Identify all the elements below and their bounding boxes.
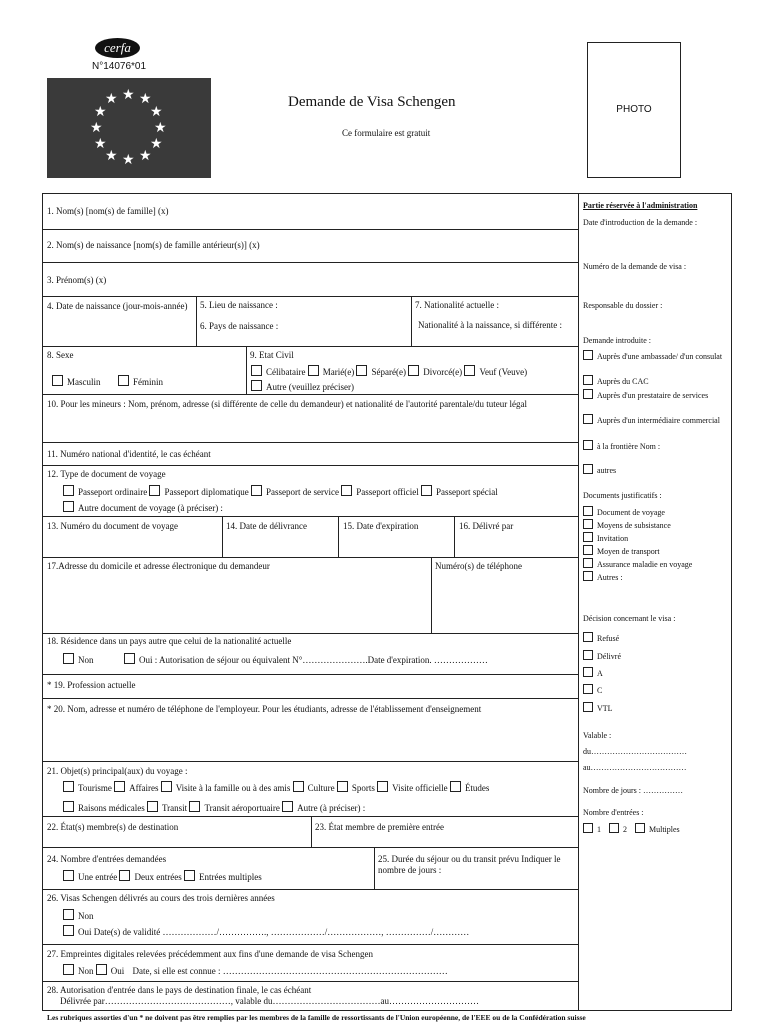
star-icon: ★	[90, 120, 103, 136]
field-12-label: 12. Type de document de voyage	[47, 469, 166, 479]
photo-label: PHOTO	[616, 104, 652, 115]
page-subtitle: Ce formulaire est gratuit	[342, 128, 431, 138]
sidebar-doc-transport[interactable]	[583, 545, 660, 557]
checkbox[interactable]	[583, 684, 593, 694]
field-23-label: 23. État membre de première entrée	[315, 822, 444, 832]
checkbox[interactable]	[63, 485, 74, 496]
option-label: Non	[78, 911, 94, 921]
option-label: Non	[78, 966, 94, 976]
field-19-label: * 19. Profession actuelle	[47, 680, 136, 690]
document-type-other[interactable]	[63, 501, 223, 514]
option-label: Moyens de subsistance	[597, 521, 671, 530]
field-9-label: 9. Etat Civil	[250, 350, 294, 360]
entries-options	[63, 870, 262, 883]
checkbox[interactable]	[583, 440, 593, 450]
option-label: Non	[78, 655, 94, 665]
residence-no-option[interactable]	[63, 653, 94, 666]
sidebar-supporting-docs: Documents justificatifs :	[583, 491, 662, 500]
option-label: 1	[597, 825, 601, 834]
option-label: Visite officielle	[392, 783, 448, 793]
field-17-phone-label: Numéro(s) de téléphone	[435, 561, 522, 571]
sidebar-decision-refused[interactable]	[583, 632, 619, 644]
option-label: 2	[623, 825, 627, 834]
checkbox[interactable]	[251, 365, 262, 376]
star-icon: ★	[94, 104, 107, 120]
field-17-label: 17.Adresse du domicile et adresse électronique du demandeur	[47, 561, 270, 571]
checkbox[interactable]	[583, 506, 593, 516]
option-label: Oui Date(s) de validité ………………/……………., ………………/………………, ……………/…………	[78, 927, 470, 937]
checkbox[interactable]	[337, 781, 348, 792]
checkbox[interactable]	[63, 781, 74, 792]
option-label: Raisons médicales	[78, 803, 145, 813]
checkbox[interactable]	[293, 781, 304, 792]
option-label: Transit	[162, 803, 188, 813]
checkbox[interactable]	[583, 389, 593, 399]
option-label: Autres :	[597, 573, 623, 582]
star-icon: ★	[94, 136, 107, 152]
option-label: Passeport spécial	[436, 487, 498, 497]
checkbox[interactable]	[189, 801, 200, 812]
sidebar-decision-c[interactable]	[583, 684, 602, 696]
field-2-label: 2. Nom(s) de naissance [nom(s) de famille antérieur(s)] (x)	[47, 240, 260, 250]
sidebar-intro-cac[interactable]	[583, 375, 649, 387]
sidebar-request-number: Numéro de la demande de visa :	[583, 262, 687, 271]
sidebar-intro-provider[interactable]	[583, 389, 723, 401]
checkbox[interactable]	[63, 653, 74, 664]
option-label: Deux entrées	[134, 872, 182, 882]
option-label: Document de voyage	[597, 508, 665, 517]
schengen-visa-yes[interactable]	[63, 925, 469, 938]
checkbox[interactable]	[583, 632, 593, 642]
checkbox[interactable]	[583, 650, 593, 660]
option-label: Passeport officiel	[356, 487, 419, 497]
field-18-label: 18. Résidence dans un pays autre que celui de la nationalité actuelle	[47, 636, 292, 646]
option-label: Invitation	[597, 534, 629, 543]
option-label: à la frontière Nom :	[597, 442, 661, 451]
field-28-line: Délivrée par……………………………………, valable du………………………………au…………………………	[60, 996, 479, 1006]
option-label: Affaires	[129, 783, 159, 793]
checkbox[interactable]	[583, 375, 593, 385]
checkbox[interactable]	[377, 781, 388, 792]
field-26-label: 26. Visas Schengen délivrés au cours des trois dernières années	[47, 893, 275, 903]
option-label: VTL	[597, 704, 613, 713]
checkbox[interactable]	[114, 781, 125, 792]
option-label: Oui : Autorisation de séjour ou équivalent N°………………….Date d'expiration. ………………	[139, 655, 488, 665]
page-title: Demande de Visa Schengen	[288, 94, 456, 110]
field-20-label: * 20. Nom, adresse et numéro de téléphone de l'employeur. Pour les étudiants, adresse de l'établissement d'enseignement	[47, 704, 482, 714]
sidebar-decision: Décision concernant le visa :	[583, 614, 676, 623]
option-label: Marié(e)	[322, 367, 355, 377]
checkbox[interactable]	[147, 801, 158, 812]
checkbox[interactable]	[251, 380, 262, 391]
field-10-label: 10. Pour les mineurs : Nom, prénom, adresse (si différente de celle du demandeur) et nationalité de l'autorité parentale/du tuteur légal	[47, 399, 528, 409]
cerfa-logo-text: cerfa	[104, 40, 131, 55]
checkbox[interactable]	[583, 414, 593, 424]
sidebar-doc-insurance[interactable]	[583, 558, 692, 570]
schengen-visa-no[interactable]	[63, 909, 94, 922]
sidebar-intro-other[interactable]	[583, 464, 616, 476]
field-4-label: 4. Date de naissance (jour-mois-année)	[47, 301, 188, 311]
field-22-label: 22. État(s) membre(s) de destination	[47, 822, 179, 832]
checkbox[interactable]	[583, 571, 593, 581]
cerfa-number: N°14076*01	[92, 61, 147, 72]
option-label: Autre (à préciser) :	[297, 803, 366, 813]
checkbox[interactable]	[583, 667, 593, 677]
checkbox[interactable]	[119, 870, 130, 881]
checkbox[interactable]	[63, 909, 74, 920]
sex-male-option[interactable]	[52, 375, 101, 388]
option-label: Célibataire	[266, 367, 306, 377]
sidebar-decision-issued[interactable]	[583, 650, 621, 662]
sidebar-title: Partie réservée à l'administration	[583, 201, 698, 210]
field-24-label: 24. Nombre d'entrées demandées	[47, 854, 167, 864]
field-7-birth-label: Nationalité à la naissance, si différente :	[418, 320, 563, 330]
checkbox[interactable]	[583, 823, 593, 833]
sidebar-doc-invitation[interactable]	[583, 532, 628, 544]
field-7-label: 7. Nationalité actuelle :	[415, 300, 499, 310]
star-icon: ★	[105, 91, 118, 107]
field-6-label: 6. Pays de naissance :	[200, 321, 279, 331]
checkbox[interactable]	[583, 545, 593, 555]
option-label: Entrées multiples	[198, 872, 262, 882]
civil-status-options	[251, 365, 527, 378]
option-label: Oui	[110, 966, 125, 976]
option-label: Masculin	[67, 377, 101, 387]
checkbox[interactable]	[184, 870, 195, 881]
field-16-label: 16. Délivré par	[459, 521, 514, 531]
checkbox[interactable]	[161, 781, 172, 792]
star-icon: ★	[139, 148, 152, 164]
sidebar-decision-a[interactable]	[583, 667, 603, 679]
option-label: Délivré	[597, 652, 621, 661]
checkbox[interactable]	[63, 925, 74, 936]
checkbox[interactable]	[63, 870, 74, 881]
star-icon: ★	[139, 91, 152, 107]
option-label: Transit aéroportuaire	[204, 803, 280, 813]
star-icon: ★	[154, 120, 167, 136]
checkbox[interactable]	[583, 558, 593, 568]
checkbox[interactable]	[52, 375, 63, 386]
option-label: Une entrée	[78, 872, 118, 882]
star-icon: ★	[150, 136, 163, 152]
option-label: Passeport diplomatique	[164, 487, 249, 497]
field-14-label: 14. Date de délivrance	[226, 521, 307, 531]
checkbox[interactable]	[450, 781, 461, 792]
checkbox[interactable]	[282, 801, 293, 812]
option-label: C	[597, 686, 603, 695]
option-label: Visite à la famille ou à des amis	[175, 783, 291, 793]
checkbox[interactable]	[63, 964, 74, 975]
sidebar-entries: Nombre d'entrées :	[583, 808, 644, 817]
checkbox[interactable]	[583, 532, 593, 542]
sidebar-intro-intermediary[interactable]	[583, 414, 723, 426]
field-8-label: 8. Sexe	[47, 350, 74, 360]
option-label: Auprès du CAC	[597, 377, 649, 386]
sidebar-date-intro: Date d'introduction de la demande :	[583, 218, 698, 227]
checkbox[interactable]	[96, 964, 107, 975]
option-label: Auprès d'une ambassade/ d'un consulat	[597, 352, 723, 361]
checkbox[interactable]	[583, 350, 593, 360]
checkbox[interactable]	[635, 823, 645, 833]
sex-female-option[interactable]	[118, 375, 163, 388]
checkbox[interactable]	[356, 365, 367, 376]
travel-purpose-row-2	[63, 801, 365, 814]
checkbox[interactable]	[408, 365, 419, 376]
eu-flag	[47, 78, 211, 178]
option-label: Refusé	[597, 634, 620, 643]
option-label: Séparé(e)	[371, 367, 406, 377]
footer-note: Les rubriques assorties d'un * ne doivent pas être remplies par les membres de la famille de ressortissants de l'Union européenne, de l'EEE ou de la Confédération suisse	[47, 1013, 586, 1022]
sidebar-valid: Valable :	[583, 731, 612, 740]
sidebar-intro-embassy[interactable]	[583, 350, 723, 362]
sidebar-introduced: Demande introduite :	[583, 336, 651, 345]
sidebar-valid-to: au………………………………	[583, 763, 687, 772]
field-13-label: 13. Numéro du document de voyage	[47, 521, 178, 531]
option-label: A	[597, 669, 603, 678]
star-icon: ★	[122, 87, 135, 103]
sidebar-doc-travel[interactable]	[583, 506, 665, 518]
checkbox[interactable]	[583, 702, 593, 712]
option-label: Autre document de voyage (à préciser) :	[78, 503, 223, 513]
travel-purpose-row-1	[63, 781, 489, 794]
sidebar-days: Nombre de jours : ……………	[583, 786, 683, 795]
checkbox[interactable]	[149, 485, 160, 496]
option-label: Assurance maladie en voyage	[597, 560, 693, 569]
option-label: autres	[597, 466, 617, 475]
checkbox[interactable]	[124, 653, 135, 664]
field-1-label: 1. Nom(s) [nom(s) de famille] (x)	[47, 206, 169, 216]
option-label: Auprès d'un prestataire de services	[597, 391, 709, 400]
sidebar-decision-vtl[interactable]	[583, 702, 613, 714]
fingerprints-date: Date, si elle est connue : …………………………………………………………………	[132, 966, 448, 976]
checkbox[interactable]	[583, 519, 593, 529]
option-label: Moyen de transport	[597, 547, 660, 556]
sidebar-entries-options	[583, 823, 680, 835]
checkbox[interactable]	[464, 365, 475, 376]
checkbox[interactable]	[341, 485, 352, 496]
checkbox[interactable]	[118, 375, 129, 386]
field-15-label: 15. Date d'expiration	[343, 521, 419, 531]
option-label: Tourisme	[78, 783, 112, 793]
option-label: Études	[464, 783, 490, 793]
residence-yes-option[interactable]	[124, 653, 488, 666]
field-28-label: 28. Autorisation d'entrée dans le pays de destination finale, le cas échéant	[47, 985, 312, 995]
option-label: Multiples	[649, 825, 680, 834]
sidebar-doc-other[interactable]	[583, 571, 623, 583]
star-icon: ★	[105, 148, 118, 164]
option-label: Veuf (Veuve)	[479, 367, 528, 377]
cerfa-logo	[95, 38, 140, 58]
photo-box[interactable]	[587, 42, 681, 178]
checkbox[interactable]	[251, 485, 262, 496]
field-5-label: 5. Lieu de naissance :	[200, 300, 278, 310]
field-3-label: 3. Prénom(s) (x)	[47, 275, 107, 285]
document-type-options	[63, 485, 498, 498]
field-11-label: 11. Numéro national d'identité, le cas échéant	[47, 449, 211, 459]
sidebar-doc-means[interactable]	[583, 519, 671, 531]
option-label: Culture	[307, 783, 335, 793]
checkbox[interactable]	[308, 365, 319, 376]
checkbox[interactable]	[609, 823, 619, 833]
checkbox[interactable]	[63, 501, 74, 512]
checkbox[interactable]	[421, 485, 432, 496]
civil-status-other[interactable]	[251, 380, 354, 393]
option-label: Auprès d'un intermédiaire commercial	[597, 416, 720, 425]
option-label: Passeport ordinaire	[78, 487, 148, 497]
sidebar-intro-border[interactable]	[583, 440, 683, 452]
option-label: Autre (veuillez préciser)	[266, 382, 354, 392]
checkbox[interactable]	[583, 464, 593, 474]
field-27-label: 27. Empreintes digitales relevées précédemment aux fins d'une demande de visa Schengen	[47, 949, 374, 959]
star-icon: ★	[150, 104, 163, 120]
field-21-label: 21. Objet(s) principal(aux) du voyage :	[47, 766, 188, 776]
star-icon: ★	[122, 152, 135, 168]
field-25-label: 25. Durée du séjour ou du transit prévu Indiquer le nombre de jours :	[378, 854, 561, 875]
option-label: Féminin	[133, 377, 164, 387]
option-label: Sports	[351, 783, 375, 793]
option-label: Divorcé(e)	[423, 367, 463, 377]
sidebar-responsible: Responsable du dossier :	[583, 301, 663, 310]
option-label: Passeport de service	[265, 487, 339, 497]
checkbox[interactable]	[63, 801, 74, 812]
fingerprints-options	[63, 964, 448, 977]
sidebar-valid-from: du………………………………	[583, 747, 687, 756]
